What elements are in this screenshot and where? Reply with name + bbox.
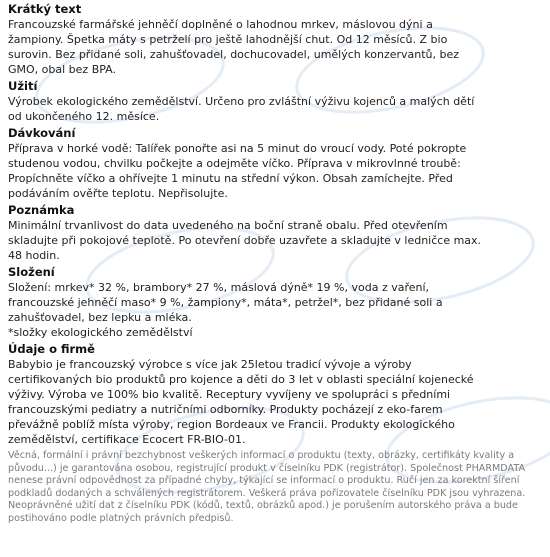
disclaimer-line: nenese právní odpovědnost za případné chyby, týkající se informací o produktu. Ručí jen za korektní šíření <box>8 475 520 487</box>
text-line: francouzskými pediatry a nutričními odborníky. Produkty pocházejí z eko-farem <box>8 403 443 416</box>
section-body <box>8 141 542 201</box>
text-line: převážně poblíž místa výroby, region Bordeaux ve Francii. Produkty ekologického <box>8 418 455 431</box>
disclaimer-line: Věcná, formální i právní bezchybnost veškerých informací o produktu (texty, obrázky, certifikáty kvality a <box>8 450 515 461</box>
section-body <box>8 218 542 263</box>
disclaimer-line: postihováno podle platných právních předpisů. <box>8 512 234 524</box>
text-line: Propíchněte víčko a ohřívejte 1 minutu na střední výkon. Obsah zamíchejte. Před <box>8 172 453 185</box>
text-line: 48 hodin. <box>8 249 60 262</box>
text-line: skladujte při pokojové teplotě. Po otevření dobře uzavřete a skladujte v ledničce max. <box>8 234 482 247</box>
section-title: Dávkování <box>8 126 76 140</box>
section-body <box>8 94 542 124</box>
text-line: GMO, obal bez BPA. <box>8 63 116 76</box>
text-line: surovin. Bez přidané soli, zahušťovadel, dochucovadel, umělých konzervantů, bez <box>8 48 460 61</box>
text-line: certifikovaných bio produktů pro kojence a děti do 3 let v oblasti speciální kojenecké <box>8 373 474 386</box>
section-title: Údaje o firmě <box>8 342 95 356</box>
disclaimer-line: podkladů dodaných a schválených registrátorem. Veškerá práva pořizovatele číselníku PDK jsou vyhrazena. <box>8 487 526 499</box>
text-line: Výrobek ekologického zemědělství. Určeno pro zvláštní výživu kojenců a malých dětí <box>8 95 475 108</box>
text-line: Složení: mrkev* 32 %, brambory* 27 %, máslová dýně* 19 %, voda z vaření, <box>8 281 430 294</box>
text-line: výživy. Výroba ve 100% bio kvalitě. Receptury vyvíjeny ve spolupráci s předními <box>8 388 451 401</box>
section-body <box>8 17 542 77</box>
text-line: zemědělství, certifikace Ecocert FR-BIO-01. <box>8 433 246 446</box>
text-line: studenou vodou, chvilku počkejte a odejměte víčko. Příprava v mikrovlnné troubě: <box>8 157 461 170</box>
text-line: zahušťovadel, bez lepku a mléka. <box>8 311 192 324</box>
text-line: od ukončeného 12. měsíce. <box>8 110 160 123</box>
section-title: Krátký text <box>8 2 82 16</box>
text-line: Francouzské farmářské jehněčí doplněné o lahodnou mrkev, máslovou dýni a <box>8 18 433 31</box>
text-line: Minimální trvanlivost do data uvedeného na boční straně obalu. Před otevřením <box>8 219 448 232</box>
section-body <box>8 357 542 447</box>
text-line: Příprava v horké vodě: Talířek ponořte asi na 5 minut do vroucí vody. Poté pokropte <box>8 142 467 155</box>
text-line: Babybio je francouzský výrobce s více jak 25letou tradicí vývoje a výroby <box>8 358 412 371</box>
disclaimer-line: Neoprávněné užití dat z číselníku PDK (kódů, textů, obrázků apod.) je porušením autorského práva a bude <box>8 500 518 512</box>
text-line: francouzské jehněčí maso* 9 %, žampiony*, máta*, petržel*, bez přidané soli a <box>8 296 443 309</box>
legal-disclaimer <box>8 450 542 526</box>
text-line: žampiony. Špetka máty s petrželí pro ještě lahodnější chut. Od 12 měsíců. Z bio <box>8 33 448 46</box>
text-line: *složky ekologického zemědělství <box>8 326 193 339</box>
disclaimer-line: původu...) je garantována osobou, registrující produkt v číselníku PDK (registrátor). Společnost PHARMDATA <box>8 462 526 474</box>
section-title: Složení <box>8 265 55 279</box>
section-title: Užití <box>8 79 38 93</box>
text-line: podáváním ověřte teplotu. Nepřisolujte. <box>8 187 228 200</box>
section-title: Poznámka <box>8 203 75 217</box>
section-body <box>8 280 542 340</box>
